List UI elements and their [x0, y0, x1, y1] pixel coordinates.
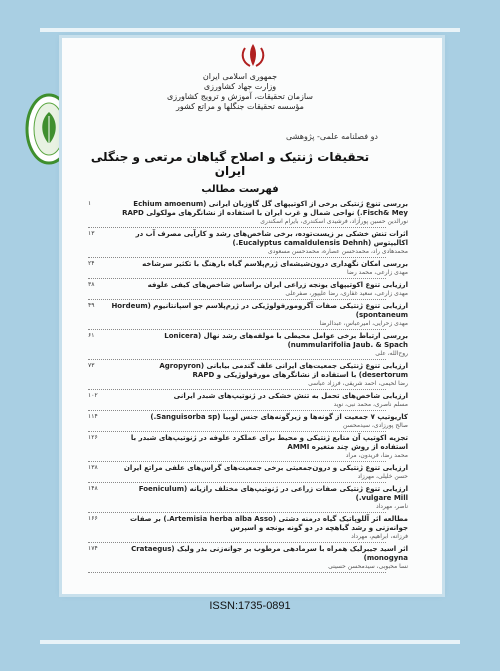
toc-entry-page: ۱۱۴ — [88, 413, 98, 420]
toc-dot-leader — [88, 512, 386, 513]
toc-entry — [88, 392, 408, 411]
toc-dot-leader — [88, 482, 386, 483]
toc-entry-title: بررسی تنوع ژنتیکی برخی از اکوتیپهای گل گاوزبان ایرانی (Echium amoenum Fisch& Mey.) نواحی شمال و غرب ایران با استفاده از نشانگرهای مولکولی RAPD — [122, 200, 408, 217]
toc-entry-authors: صالح پورزادی، سیدمحسن — [343, 422, 408, 429]
toc-dot-leader — [88, 410, 386, 411]
toc-dot-leader — [88, 572, 386, 573]
toc-entry-page: ۱۲۶ — [88, 434, 98, 441]
toc-entry-title: ارزیابی تنوع اکوتیپهای یونجه زراعی ایران براساس شاخص‌های کیفی علوفه — [147, 281, 408, 289]
toc-entry — [88, 281, 408, 300]
toc-dot-leader — [88, 257, 386, 258]
toc-dot-leader — [88, 359, 386, 360]
toc-entry-title: اثرات تنش خشکی بر زیست‌توده، برخی شاخص‌های رشد و کارآیی مصرف آب در اکالیپتوس (Eucalyptus camaldulensis Dehnh.) — [135, 230, 408, 247]
journal-title: تحقیقات ژنتیک و اصلاح گیاهان مرتعی و جنگلی ایران — [90, 150, 370, 178]
toc-dot-leader — [88, 329, 386, 330]
toc-entry — [88, 362, 408, 390]
toc-entry-page: ۱ — [88, 200, 92, 207]
toc-entry-authors: نسا محبوبی، سیدمحسن حسینی — [328, 563, 408, 570]
toc-entry-authors: روح‌الله، علی — [375, 350, 408, 357]
toc-entry-page: ۱۷۴ — [88, 545, 98, 552]
toc-entry-title: ارزیابی تنوع ژنتیکی صفات زراعی در ژنوتیپ‌های مختلف رازیانه (Foeniculum vulgare Mill.) — [138, 485, 408, 502]
toc-entry-page: ۱۳۸ — [88, 464, 98, 471]
toc-entry-title: بررسی امکان نگهداری درون‌شیشه‌ای ژرم‌پلاسم گیاه بارهنگ با تکثیر سرشاخه — [142, 260, 408, 268]
header-line-4: مؤسسه تحقیقات جنگلها و مراتع کشور — [176, 102, 304, 111]
toc-entry-authors: محمدهادی راد، محمدحسن عصاره، محمدحسن مسعودی — [268, 248, 408, 255]
toc-entry-page: ۴۹ — [88, 302, 95, 309]
toc-dot-leader — [88, 389, 386, 390]
toc-entry — [88, 332, 408, 360]
toc-entry-authors: حسن خلیلی، مهرزاد — [357, 473, 408, 480]
toc-entry-authors: محمد رضا، فریدون، مراد — [345, 452, 408, 459]
toc-dot-leader — [88, 461, 386, 462]
toc-entry — [88, 464, 408, 483]
toc-entry-authors: مهدی زارعی، محمد رضا — [346, 269, 408, 276]
toc-entry-title: بررسی ارتباط برخی عوامل محیطی با مولفه‌های رشد نهال (Lonicera nummularifolia Jaub. & Spach) — [164, 332, 408, 349]
toc-entry — [88, 230, 408, 258]
toc-entry-authors: ناصر، مهرداد — [375, 503, 408, 510]
toc-entry-title: ارزیابی تنوع ژنتیکی جمعیت‌های ایرانی علف گندمی بیابانی (Agropyron desertorum) با استفاده از نشانگرهای مورفولوژیکی و RAPD — [159, 362, 408, 379]
toc-entry-authors: مسلم ناصری، محمد نبی، نوید — [333, 401, 408, 408]
issn: ISSN:1735-0891 — [209, 600, 291, 612]
frame-line-bottom — [40, 640, 460, 644]
toc-entry-authors: مهدی زارعی، سعید غفاری، رضا علیپور، صفرعلی — [285, 290, 408, 297]
header-line-2: وزارت جهاد کشاورزی — [203, 82, 277, 91]
journal-type: دو فصلنامه علمی- پژوهشی — [285, 132, 378, 141]
toc-entry-title: ارزیابی شاخص‌های تحمل به تنش خشکی در ژنوتیپ‌های شبدر ایرانی — [173, 392, 408, 400]
toc-dot-leader — [88, 299, 386, 300]
toc-entry-title: مطالعه اثر آللوپاتیک گیاه درمنه دشتی (Artemisia herba alba Asso.) بر صفات جوانه‌زنی و رشد گیاهچه در دو گونه یونجه و اسپرس — [130, 515, 408, 532]
toc-dot-leader — [88, 278, 386, 279]
header-line-3: سازمان تحقیقات، آموزش و ترویج کشاورزی — [166, 92, 314, 101]
toc-entry-page: ۱۰۲ — [88, 392, 98, 399]
toc-entry-page: ۶۱ — [88, 332, 95, 339]
toc-entry-authors: فرزانه، ابراهیم، مهرداد — [351, 533, 408, 540]
toc-entry-title: کاریوتیپ ۷ جمعیت از گونه‌ها و زیرگونه‌های جنس لوبیا (Sanguisorba sp.) — [150, 413, 408, 421]
toc-entry-authors: نورالدین حسین پورآزاد، فرشیدی اسکندری، بایرام اسکندری — [260, 218, 408, 225]
toc-entry-page: ۷۳ — [88, 362, 95, 369]
toc-dot-leader — [88, 542, 386, 543]
header-line-1: جمهوری اسلامی ایران — [202, 72, 278, 81]
toc-entry-title: تجزیه اکوتیپ آن منابع ژنتیکی و محیط برای عملکرد علوفه در ژنوتیپ‌های شبدر با استفاده از روش چند متغیره AMMI — [130, 434, 408, 451]
toc-list — [88, 200, 408, 575]
toc-entry — [88, 515, 408, 543]
toc-entry-page: ۳۸ — [88, 281, 95, 288]
toc-entry — [88, 545, 408, 573]
toc-entry-page: ۱۶۶ — [88, 515, 98, 522]
toc-dot-leader — [88, 227, 386, 228]
toc-entry-authors: رضا لحیمی، احمد شریفی، فرزاد عباسی — [308, 380, 408, 387]
toc-entry — [88, 434, 408, 462]
toc-entry — [88, 200, 408, 228]
toc-entry — [88, 302, 408, 330]
toc-entry-page: ۲۴ — [88, 260, 95, 267]
toc-entry-title: ارزیابی تنوع ژنتیکی صفات آگرومورفولوژیکی در ژرم‌پلاسم جو اسپانتانیوم (Hordeum spontaneum) — [111, 302, 408, 319]
frame-line-top — [40, 28, 460, 32]
toc-entry — [88, 485, 408, 513]
toc-entry-page: ۱۴۸ — [88, 485, 98, 492]
toc-entry-page: ۱۳ — [88, 230, 95, 237]
toc-entry-title: ارزیابی تنوع ژنتیکی و درون‌جمعیتی برخی جمعیت‌های گراس‌های علفی مراتع ایران — [123, 464, 408, 472]
toc-entry — [88, 413, 408, 432]
toc-heading: فهرست مطالب — [201, 184, 279, 195]
toc-entry — [88, 260, 408, 279]
toc-entry-authors: مهدی زحرایی، امیرعباس، عبدالرضا — [319, 320, 408, 327]
iran-emblem-icon — [238, 42, 268, 68]
toc-dot-leader — [88, 431, 386, 432]
toc-entry-title: اثر اسید جیبرلیک همراه با سرمادهی مرطوب بر جوانه‌زنی بذر ولیک (Crataegus monogyna) — [131, 545, 408, 562]
